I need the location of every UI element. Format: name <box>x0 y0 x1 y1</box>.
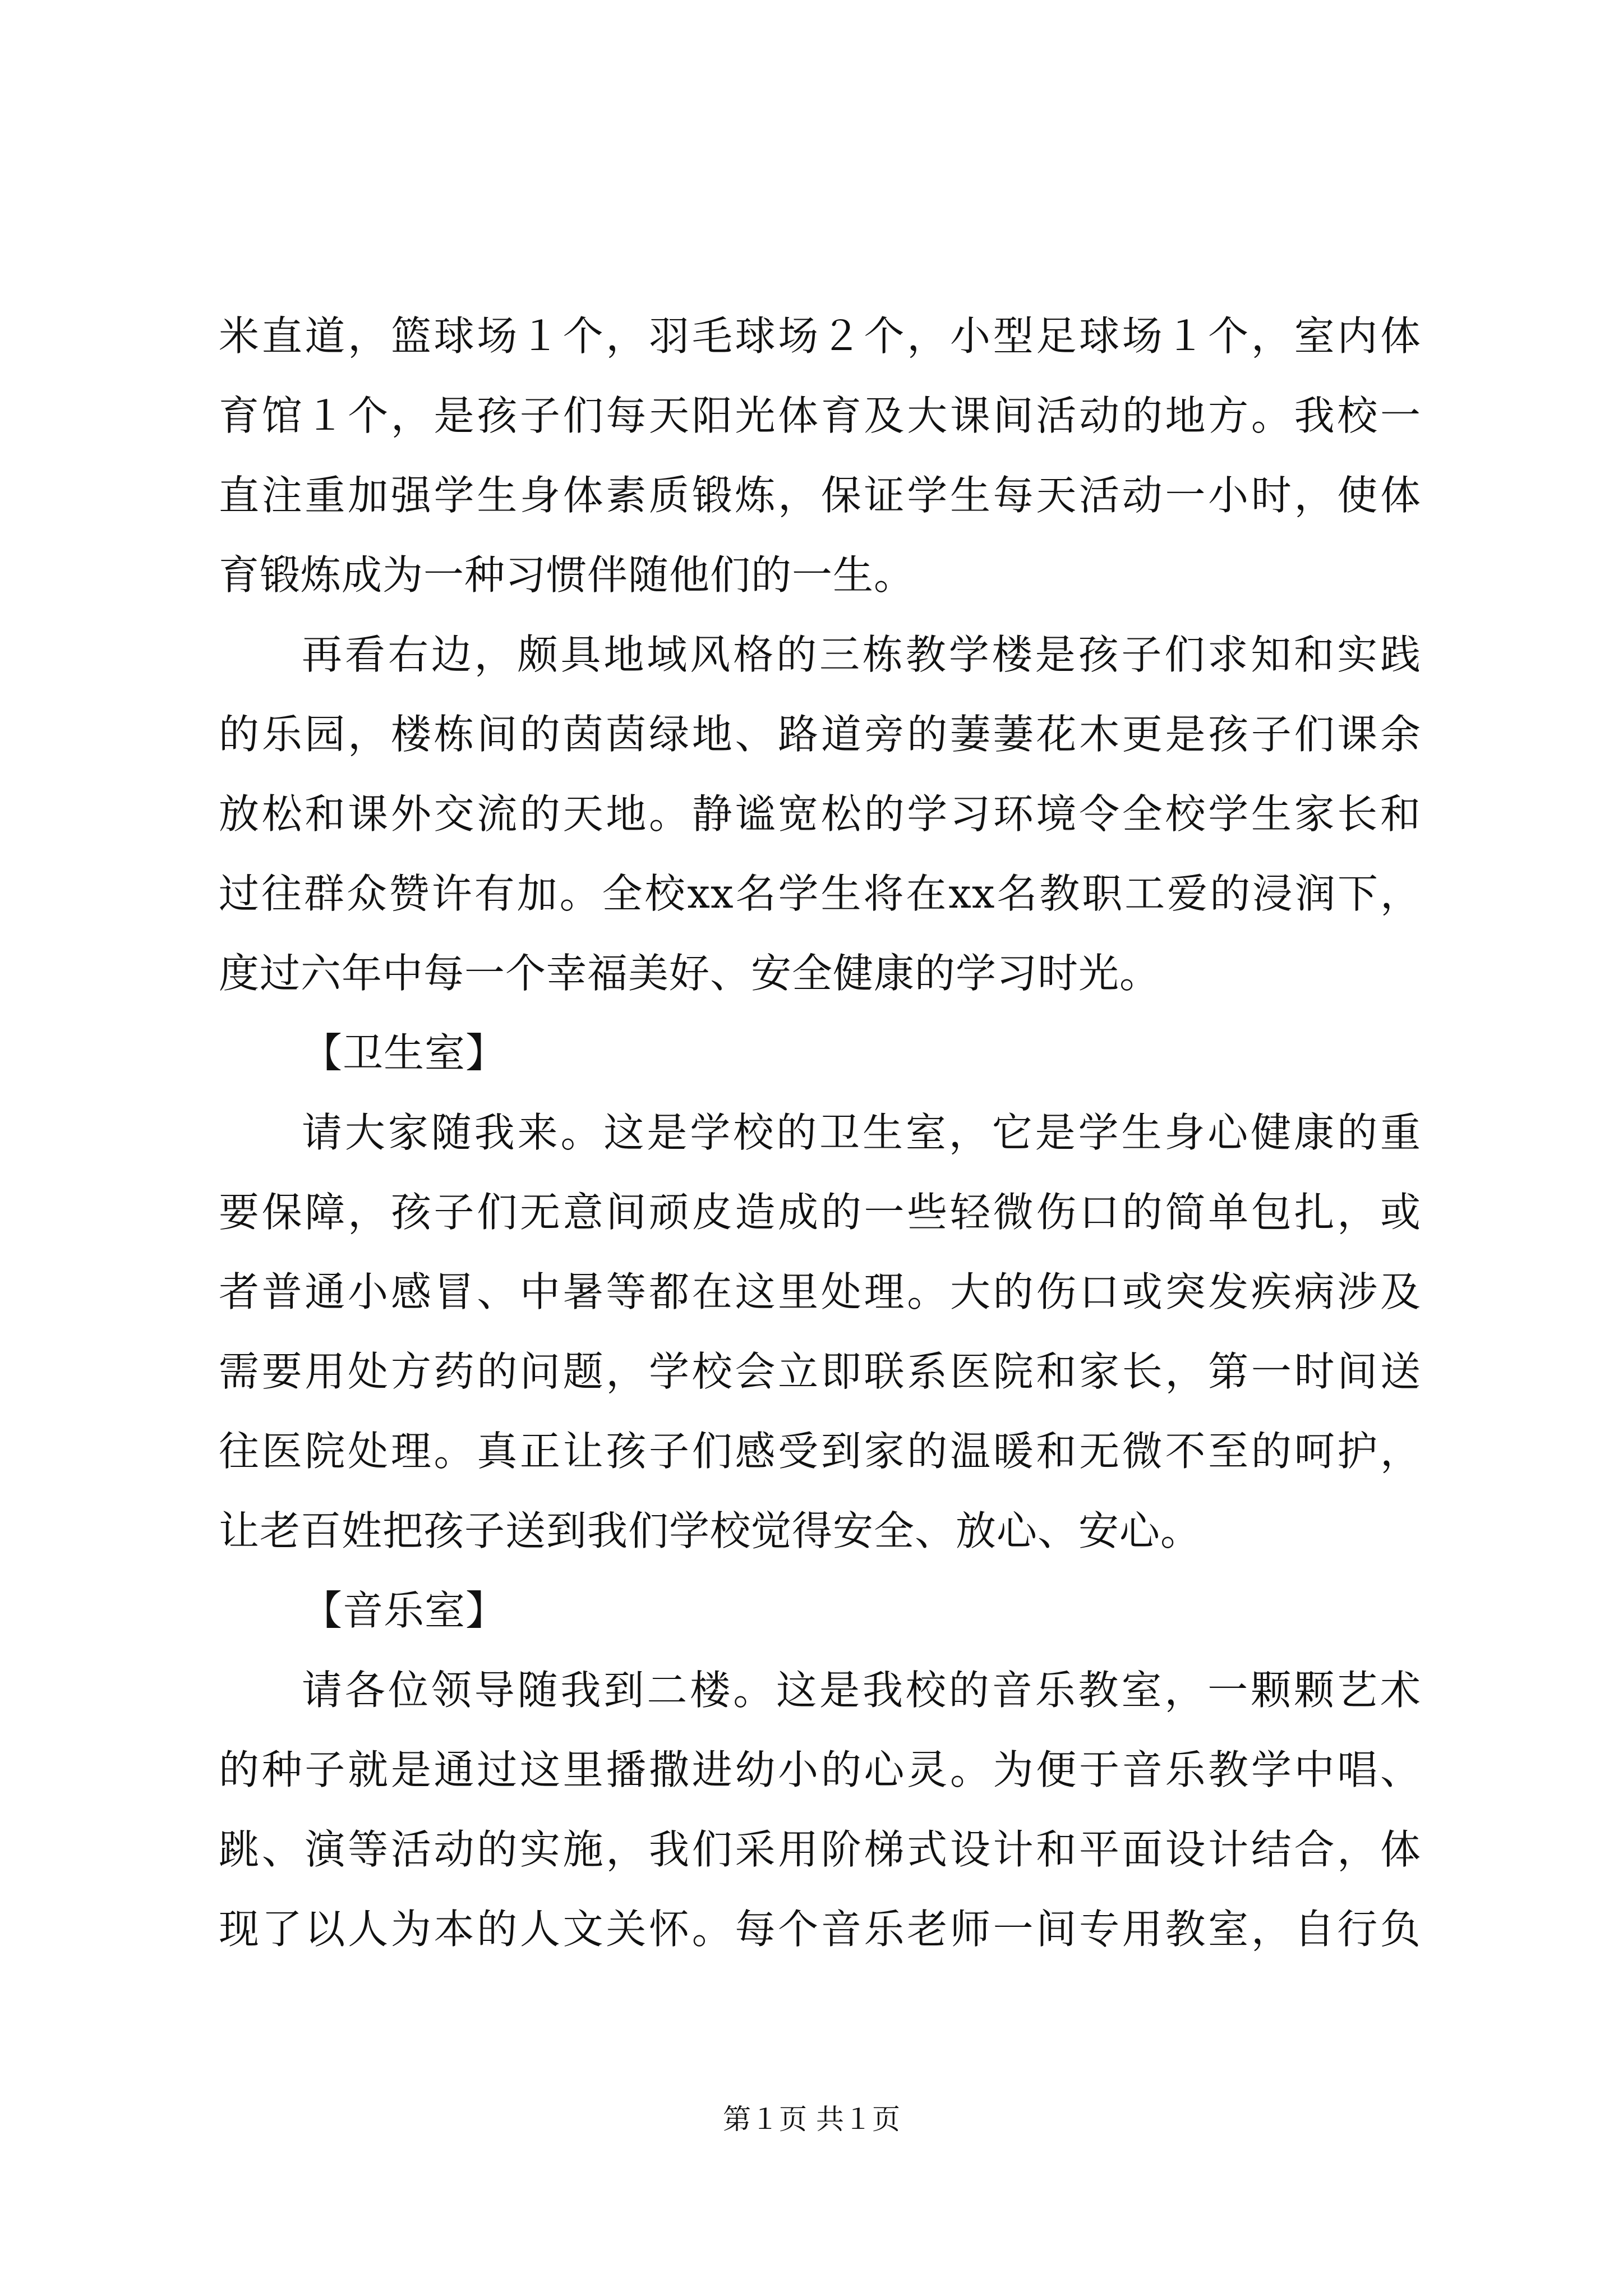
text-line: 米直道，篮球场１个，羽毛球场２个，小型足球场１个，室内体 <box>219 312 1421 360</box>
text-line: 往医院处理。真正让孩子们感受到家的温暖和无微不至的呵护， <box>219 1428 1421 1475</box>
text-line: 者普通小感冒、中暑等都在这里处理。大的伤口或突发疾病涉及 <box>219 1268 1421 1315</box>
text-line: 放松和课外交流的天地。静谧宽松的学习环境令全校学生家长和 <box>219 790 1421 838</box>
text-line: 的乐园，楼栋间的茵茵绿地、路道旁的萋萋花木更是孩子们课余 <box>219 711 1421 758</box>
paragraph-first-line: 再看右边，颇具地域风格的三栋教学楼是孩子们求知和实践 <box>302 631 1421 678</box>
paragraph-first-line: 请各位领导随我到二楼。这是我校的音乐教室，一颗颗艺术 <box>302 1667 1421 1714</box>
text-line: 让老百姓把孩子送到我们学校觉得安全、放心、安心。 <box>219 1507 1202 1554</box>
text-line: 过往群众赞许有加。全校xx名学生将在xx名教职工爱的浸润下， <box>219 870 1421 917</box>
text-line: 度过六年中每一个幸福美好、安全健康的学习时光。 <box>219 950 1161 997</box>
text-line: 要保障，孩子们无意间顽皮造成的一些轻微伤口的简单包扎，或 <box>219 1189 1421 1236</box>
page-footer: 第１页 共１页 <box>723 2103 900 2136</box>
text-line: 育锻炼成为一种习惯伴随他们的一生。 <box>219 551 915 599</box>
document-body <box>219 296 1421 1969</box>
text-line: 育馆１个，是孩子们每天阳光体育及大课间活动的地方。我校一 <box>219 392 1421 439</box>
text-line: 需要用处方药的问题，学校会立即联系医院和家长，第一时间送 <box>219 1348 1421 1395</box>
section-heading-clinic: 【卫生室】 <box>302 1029 507 1076</box>
section-heading-music-room: 【音乐室】 <box>302 1587 507 1634</box>
text-line: 跳、演等活动的实施，我们采用阶梯式设计和平面设计结合，体 <box>219 1826 1421 1873</box>
text-line: 的种子就是通过这里播撒进幼小的心灵。为便于音乐教学中唱、 <box>219 1746 1421 1793</box>
text-line: 现了以人为本的人文关怀。每个音乐老师一间专用教室，自行负 <box>219 1906 1421 1953</box>
text-line: 直注重加强学生身体素质锻炼，保证学生每天活动一小时，使体 <box>219 472 1421 519</box>
paragraph-first-line: 请大家随我来。这是学校的卫生室，它是学生身心健康的重 <box>302 1109 1421 1156</box>
